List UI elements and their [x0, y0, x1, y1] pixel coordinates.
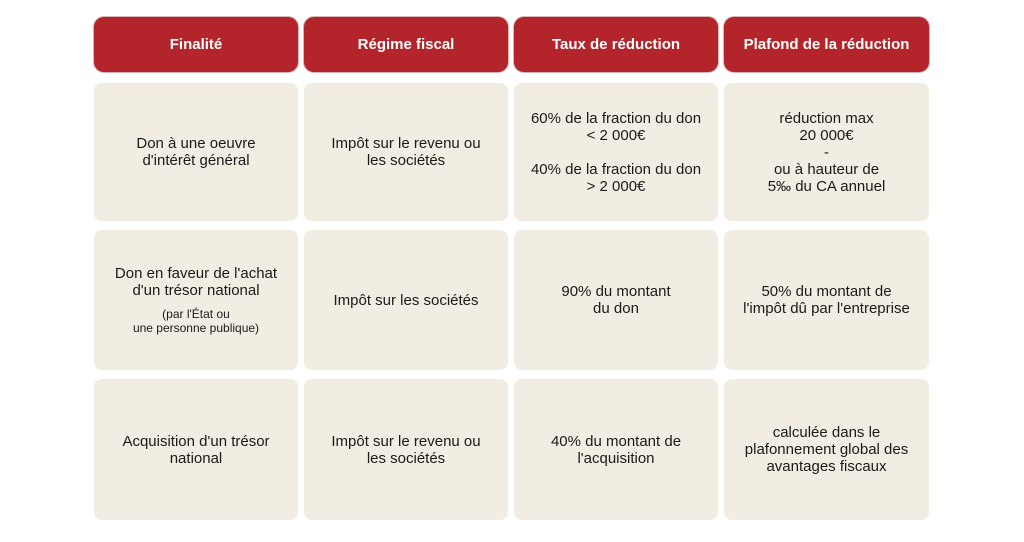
row1-finalite-line2: d'intérêt général: [142, 152, 250, 169]
row3-finalite-line2: national: [169, 449, 223, 467]
row1-regime-cell: [304, 83, 508, 221]
header-finalite: Finalité: [94, 17, 298, 72]
row2-finalite-note: [133, 307, 259, 335]
row1-taux-cell: [514, 83, 718, 221]
row3-taux-line2: l'acquisition: [577, 449, 655, 467]
row2-plafond-line1: 50% du montant de: [761, 283, 892, 300]
tax-reduction-table: [94, 17, 931, 520]
row1-taux-b-line1: 40% de la fraction du don: [530, 160, 702, 178]
row1-plafond-line2: 20 000€: [799, 126, 854, 144]
row3-regime-cell: [304, 379, 508, 520]
row1-taux-a-line1: 60% de la fraction du don: [530, 109, 702, 127]
row2-finalite-line2: d'un trésor national: [132, 282, 260, 299]
row2-regime-cell: [304, 230, 508, 370]
row2-regime-line1: Impôt sur les sociétés: [333, 291, 479, 309]
row1-plafond-line4: ou à hauteur de: [773, 160, 880, 178]
row3-regime-line2: les sociétés: [366, 449, 446, 467]
row2-taux-line2: du don: [593, 300, 639, 317]
row2-finalite-note-line1: (par l'État ou: [162, 307, 230, 321]
row3-plafond-line1: calculée dans le: [772, 424, 881, 441]
row2-finalite-cell: [94, 230, 298, 370]
row1-taux-b-line2: > 2 000€: [586, 177, 646, 195]
row1-finalite-cell: [94, 83, 298, 221]
row3-finalite-line1: Acquisition d'un trésor: [122, 432, 270, 450]
row1-regime-line2: les sociétés: [366, 152, 446, 169]
row2-taux-line1: 90% du montant: [561, 283, 671, 300]
row1-plafond-line1: réduction max: [779, 109, 874, 127]
row3-taux-line1: 40% du montant de: [550, 432, 682, 450]
row3-finalite-cell: [94, 379, 298, 520]
row1-taux-a-line2: < 2 000€: [586, 126, 646, 144]
row1-plafond-line3: -: [824, 143, 829, 161]
row1-finalite-line1: Don à une oeuvre: [136, 135, 256, 152]
row3-taux-cell: [514, 379, 718, 520]
row2-plafond-cell: [724, 230, 929, 370]
row2-plafond-line2: l'impôt dû par l'entreprise: [743, 300, 910, 317]
header-regime-fiscal: Régime fiscal: [304, 17, 508, 72]
row1-plafond-cell: [724, 83, 929, 221]
header-taux-reduction: Taux de réduction: [514, 17, 718, 72]
row1-plafond-line5: 5‰ du CA annuel: [767, 177, 886, 195]
row3-plafond-cell: [724, 379, 929, 520]
row1-regime-line1: Impôt sur le revenu ou: [331, 135, 481, 152]
row3-plafond-line3: avantages fiscaux: [766, 458, 887, 475]
row2-finalite-line1: Don en faveur de l'achat: [114, 265, 278, 282]
row3-plafond-line2: plafonnement global des: [744, 441, 909, 458]
row2-taux-cell: [514, 230, 718, 370]
row2-finalite-note-line2: une personne publique): [132, 321, 260, 335]
row3-regime-line1: Impôt sur le revenu ou: [331, 432, 481, 450]
header-plafond-reduction: Plafond de la réduction: [724, 17, 929, 72]
